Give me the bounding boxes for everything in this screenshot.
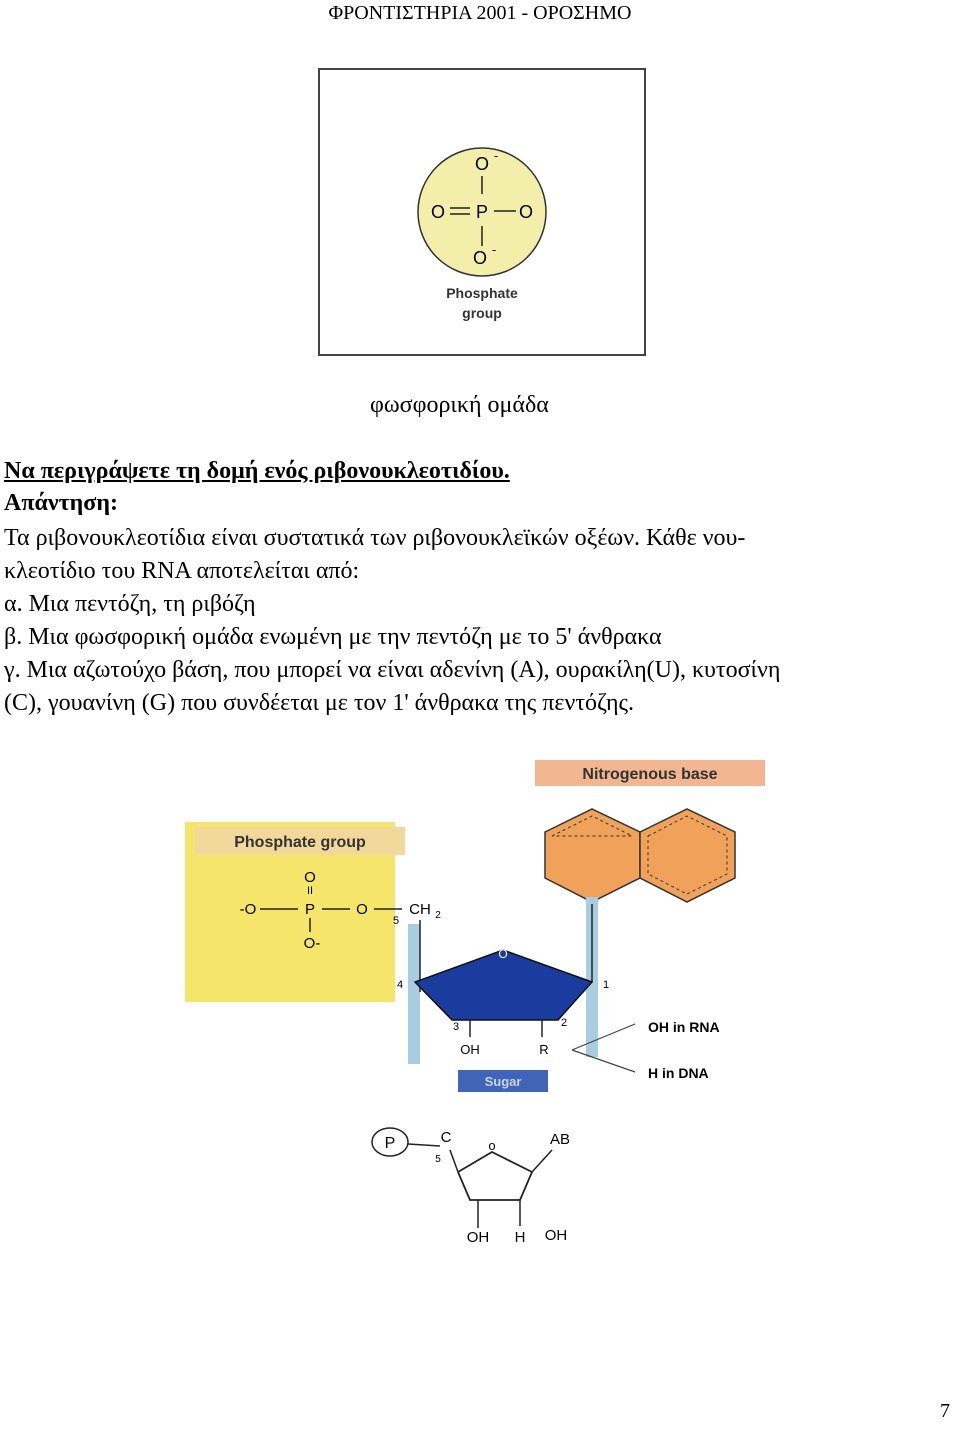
base-ring-left [545, 809, 640, 902]
sugar-label: Sugar [484, 1074, 522, 1089]
question-title: Να περιγράψετε τη δομή ενός ριβονουκλεοτιδίου. [4, 458, 510, 484]
answer-line-2: κλεοτίδιο του RNA αποτελείται από: [4, 558, 360, 584]
phos-ch2: CH [409, 901, 431, 918]
page-header: ΦΡΟΝΤΙΣΤΗΡΙΑ 2001 - ΟΡΟΣΗΜΟ [328, 2, 632, 24]
sketch-h-label: H [514, 1229, 526, 1246]
atom-o-right: O [518, 202, 534, 222]
carbon-1: 1 [602, 979, 610, 991]
sketch-base-bond [532, 1150, 552, 1172]
carbon-2: 2 [560, 1017, 568, 1029]
r-arrow-down [572, 1050, 635, 1072]
charge-top: - [493, 148, 499, 163]
phos-p: P [304, 901, 316, 918]
nucleotide-diagram [180, 752, 800, 1102]
hand-drawn-nucleotide-sketch [360, 1110, 620, 1260]
sketch-c5-bond [450, 1150, 458, 1172]
answer-label: Απάντηση: [4, 490, 118, 516]
sketch-base-label: AB [549, 1131, 571, 1148]
phos-o-minus: -O [239, 901, 257, 918]
figure1-caption: φωσφορική ομάδα [370, 392, 549, 418]
left-rail [408, 924, 420, 1064]
sketch-ring-o: o [488, 1138, 496, 1153]
carbon-5: 5 [392, 915, 400, 927]
phos-ch2-sub: 2 [435, 910, 441, 921]
atom-p: P [475, 202, 489, 222]
phosphate-label-line2: group [462, 305, 502, 321]
r-arrow-up [572, 1024, 635, 1050]
sketch-diagram [360, 1110, 620, 1260]
phosphate-group-figure [318, 68, 646, 356]
phos-o-top: O [304, 869, 316, 886]
phos-double-bond: II [306, 885, 314, 897]
answer-item-a: α. Μια πεντόζη, τη ριβόζη [4, 591, 256, 617]
sugar-ring-o: O [498, 947, 508, 961]
carbon-4: 4 [396, 979, 404, 991]
page-number: 7 [940, 1400, 950, 1422]
h-in-dna-label: H in DNA [648, 1065, 709, 1081]
oh-label: OH [460, 1042, 480, 1057]
answer-item-c: γ. Μια αζωτούχο βάση, που μπορεί να είναι αδενίνη (A), ουρακίλη(U), κυτοσίνη [4, 657, 781, 683]
sketch-p-label: P [384, 1135, 396, 1152]
sketch-p-bond [408, 1144, 440, 1146]
sketch-oh-label: OH [466, 1229, 490, 1246]
carbon-3: 3 [452, 1021, 460, 1033]
phos-o-mid: O [356, 901, 368, 918]
r-label: R [539, 1042, 549, 1057]
sketch-oh2-label: OH [544, 1227, 568, 1244]
phosphate-diagram [320, 70, 644, 354]
phosphate-group-label: Phosphate group [234, 834, 366, 851]
answer-item-c-cont: (C), γουανίνη (G) που συνδέεται με τον 1' άνθρακα της πεντόζης. [4, 690, 635, 716]
oh-in-rna-label: OH in RNA [648, 1019, 720, 1035]
sketch-sugar-ring [458, 1152, 532, 1200]
phosphate-label-line1: Phosphate [446, 285, 518, 301]
sketch-c5: 5 [435, 1154, 441, 1165]
nitrogenous-base-label: Nitrogenous base [582, 766, 718, 783]
sketch-c-label: C [440, 1129, 452, 1146]
atom-o-bottom: O [472, 248, 488, 268]
atom-o-left: O [430, 202, 446, 222]
atom-o-top: O [474, 154, 490, 174]
nucleotide-structure-figure [180, 752, 800, 1102]
answer-item-b: β. Μια φωσφορική ομάδα ενωμένη με την πεντόζη με το 5' άνθρακα [4, 624, 662, 650]
base-ring-right [640, 809, 735, 902]
answer-line-1: Τα ριβονουκλεοτίδια είναι συστατικά των ριβονουκλεϊκών οξέων. Κάθε νου- [4, 525, 746, 551]
charge-bottom: - [491, 242, 497, 257]
phos-o-bottom: O- [303, 935, 321, 952]
